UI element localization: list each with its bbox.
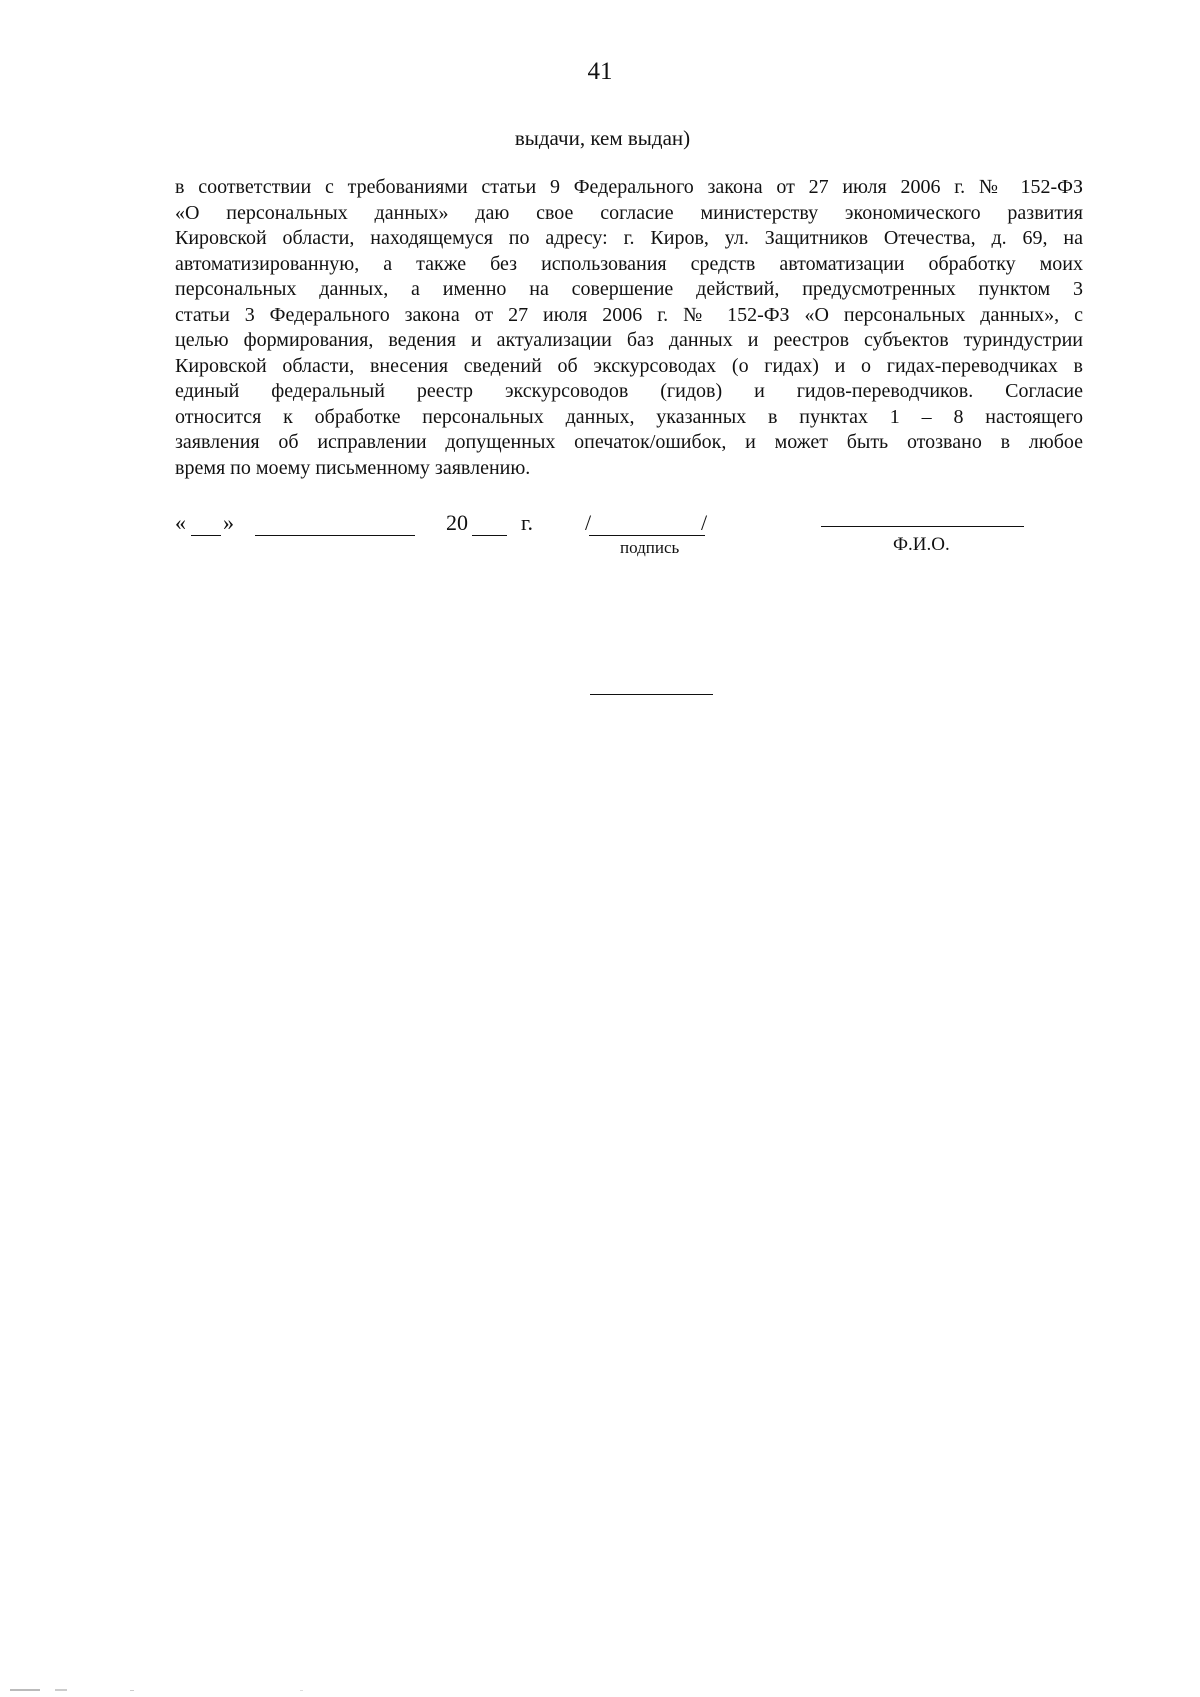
body-line: автоматизированную, а также без использования средств автоматизации обработку моих — [175, 252, 1083, 275]
month-field[interactable] — [255, 535, 415, 536]
body-line: Кировской области, внесения сведений об экскурсоводах (о гидах) и о гидах-переводчиках в — [175, 354, 1083, 377]
body-line: персональных данных, а именно на совершение действий, предусмотренных пунктом 3 — [175, 278, 1083, 300]
signature-field[interactable] — [589, 535, 705, 536]
signature-row — [175, 510, 1075, 570]
signature-caption: подпись — [620, 538, 680, 557]
page-number: 41 — [587, 58, 613, 85]
body-line: в соответствии с требованиями статьи 9 Федерального закона от 27 июля 2006 г. № 152-ФЗ — [175, 176, 1083, 198]
name-caption: Ф.И.О. — [893, 534, 950, 555]
body-line: статьи 3 Федерального закона от 27 июля 2006 г. № 152-ФЗ «О персональных данных», с — [175, 303, 1083, 326]
signature-slash-close: / — [701, 510, 708, 535]
body-line: относится к обработке персональных данных, указанных в пунктах 1 – 8 настоящего — [175, 405, 1083, 428]
body-line: единый федеральный реестр экскурсоводов (гидов) и гидов-переводчиков. Согласие — [175, 380, 1083, 402]
open-quote: « — [175, 510, 186, 535]
body-line: время по моему письменному заявлению. — [175, 456, 531, 479]
name-field[interactable] — [821, 526, 1024, 527]
continuation-text — [0, 126, 1200, 151]
body-line: заявления об исправлении допущенных опечаток/ошибок, и может быть отозвано в любое — [175, 431, 1083, 453]
consent-paragraph — [175, 175, 1083, 481]
body-line: «О персональных данных» даю свое согласие министерству экономического развития — [175, 201, 1083, 224]
year-prefix: 20 — [446, 510, 468, 535]
year-field[interactable] — [472, 535, 507, 536]
end-rule — [590, 694, 713, 695]
close-quote: » — [223, 510, 234, 535]
scan-noise — [0, 1687, 1200, 1693]
day-field[interactable] — [191, 535, 221, 536]
signature-slash-open: / — [585, 510, 592, 535]
body-line: Кировской области, находящемуся по адресу: г. Киров, ул. Защитников Отечества, д. 69, на — [175, 227, 1083, 249]
body-line: целью формирования, ведения и актуализации баз данных и реестров субъектов туриндустрии — [175, 329, 1083, 351]
year-suffix: г. — [521, 510, 534, 535]
continuation-line: выдачи, кем выдан) — [514, 126, 691, 150]
